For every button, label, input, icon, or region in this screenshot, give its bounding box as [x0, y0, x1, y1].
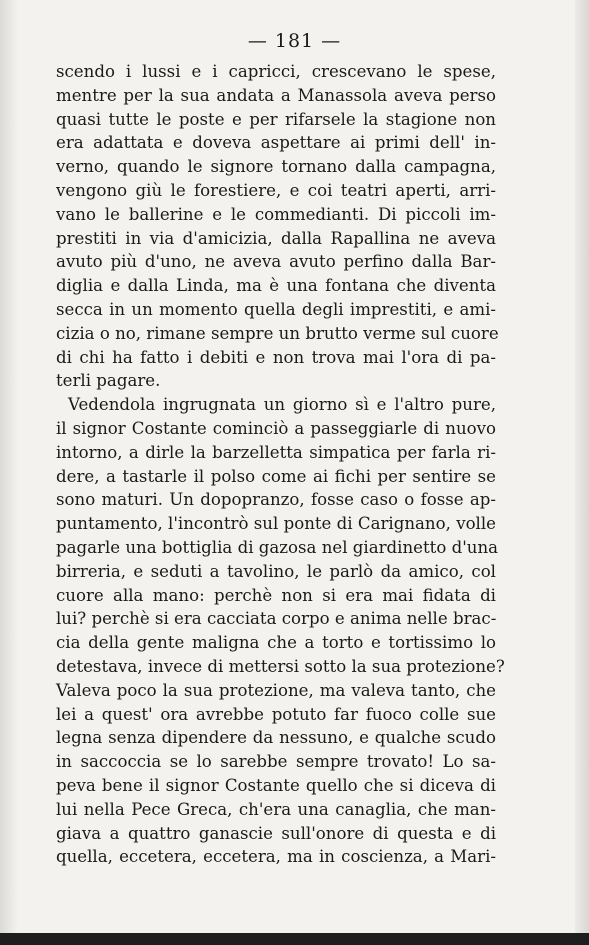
text-line: vano le ballerine e le commedianti. Di piccoli im-	[56, 204, 496, 224]
text-line: quasi tutte le poste e per rifarsele la stagione non	[56, 109, 496, 129]
text-line: secca in un momento quella degli imprestiti, e ami-	[56, 299, 496, 319]
text-line: vengono giù le forestiere, e coi teatri aperti, arri-	[56, 180, 496, 200]
text-line: mentre per la sua andata a Manassola aveva perso	[56, 85, 496, 105]
text-line: diglia e dalla Linda, ma è una fontana che diventa	[56, 276, 496, 296]
text-line: lui nella Pece Greca, ch'era una canaglia, che man-	[56, 799, 496, 819]
text-line: detestava, invece di mettersi sotto la sua protezione?	[56, 656, 505, 676]
text-line: peva bene il signor Costante quello che si diceva di	[56, 775, 496, 795]
text-line: scendo i lussi e i capricci, crescevano le spese,	[56, 62, 496, 81]
scan-right-edge	[575, 0, 589, 945]
text-line: puntamento, l'incontrò sul ponte di Carignano, volle	[56, 514, 496, 534]
text-line: dere, a tastarle il polso come ai fichi per sentire se	[56, 466, 496, 486]
text-line: lui? perchè si era cacciata corpo e anima nelle brac-	[56, 609, 497, 629]
text-line: di chi ha fatto i debiti e non trova mai l'ora di pa-	[56, 347, 496, 367]
page-number: — 181 —	[247, 30, 342, 52]
body-text	[56, 60, 505, 869]
text-line: cia della gente maligna che a torto e tortissimo lo	[56, 633, 496, 653]
text-line: Valeva poco la sua protezione, ma valeva tanto, che	[56, 680, 496, 700]
text-line: giava a quattro ganascie sull'onore di questa e di	[56, 823, 496, 843]
text-line: pagarle una bottiglia di gazosa nel giardinetto d'una	[56, 537, 499, 557]
text-line: terli pagare.	[56, 371, 161, 391]
text-line: lei a quest' ora avrebbe potuto far fuoco colle sue	[56, 704, 496, 724]
text-line: Vedendola ingrugnata un giorno sì e l'altro pure,	[68, 395, 496, 415]
text-line: quella, eccetera, eccetera, ma in coscienza, a Mari-	[56, 847, 496, 867]
text-line: avuto più d'uno, ne aveva avuto perfino dalla Bar-	[56, 252, 496, 272]
text-line: prestiti in via d'amicizia, dalla Rapallina ne aveva	[56, 228, 496, 248]
text-line: era adattata e doveva aspettare ai primi dell' in-	[56, 133, 496, 153]
text-line: cizia o no, rimane sempre un brutto verme sul cuore	[56, 323, 499, 343]
text-line: cuore alla mano: perchè non si era mai fidata di	[56, 585, 496, 605]
text-line: legna senza dipendere da nessuno, e qualche scudo	[56, 728, 496, 748]
text-line: intorno, a dirle la barzelletta simpatica per farla ri-	[56, 442, 496, 462]
scan-bottom-border	[0, 933, 589, 945]
text-line: birreria, e seduti a tavolino, le parlò da amico, col	[56, 561, 496, 581]
text-line: il signor Costante cominciò a passeggiarle di nuovo	[56, 418, 496, 438]
text-line: verno, quando le signore tornano dalla campagna,	[56, 157, 496, 177]
text-line: sono maturi. Un dopopranzo, fosse caso o fosse ap-	[56, 490, 496, 510]
scan-left-edge	[0, 0, 18, 945]
text-line: in saccoccia se lo sarebbe sempre trovato! Lo sa-	[56, 752, 496, 772]
